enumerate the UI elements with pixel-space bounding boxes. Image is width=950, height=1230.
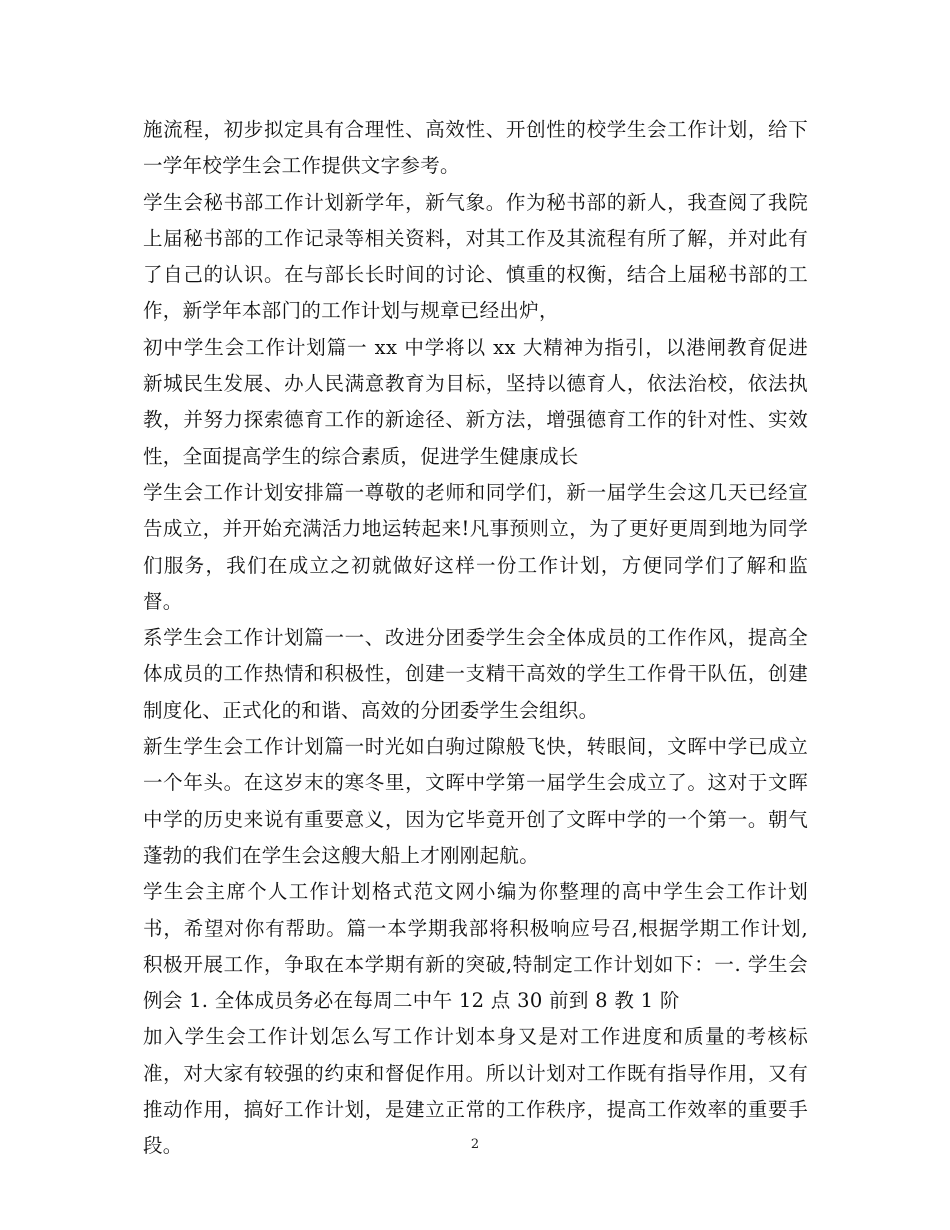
paragraph-2: 学生会秘书部工作计划新学年，新气象。作为秘书部的新人，我查阅了我院上届秘书部的工作记录等相关资料，对其工作及其流程有所了解，并对此有了自己的认识。在与部长长时间的讨论、慎重的权衡，结合上届秘书部的工作，新学年本部门的工作计划与规章已经出炉， <box>143 190 808 323</box>
paragraph-6: 新生学生会工作计划篇一时光如白驹过隙般飞快，转眼间，文晖中学已成立一个年头。在这岁末的寒冬里，文晖中学第一届学生会成立了。这对于文晖中学的历史来说有重要意义，因为它毕竟开创了文晖中学的一个第一。朝气蓬勃的我们在学生会这艘大船上才刚刚起航。 <box>143 735 808 867</box>
paragraph-4: 学生会工作计划安排篇一尊敬的老师和同学们，新一届学生会这几天已经宣告成立，并开始充满活力地运转起来!凡事预则立，为了更好更周到地为同学们服务，我们在成立之初就做好这样一份工作计划，方便同学们了解和监督。 <box>143 480 808 613</box>
paragraph-5: 系学生会工作计划篇一一、改进分团委学生会全体成员的工作作风，提高全体成员的工作热情和积极性，创建一支精干高效的学生工作骨干队伍，创建制度化、正式化的和谐、高效的分团委学生会组织。 <box>143 626 808 722</box>
paragraph-3: 初中学生会工作计划篇一 xx 中学将以 xx 大精神为指引，以港闸教育促进新城民生发展、办人民满意教育为目标，坚持以德育人，依法治校，依法执教，并努力探索德育工作的新途径、新方法，增强德育工作的针对性、实效性，全面提高学生的综合素质，促进学生健康成长 <box>143 335 808 468</box>
paragraph-8: 加入学生会工作计划怎么写工作计划本身又是对工作进度和质量的考核标准，对大家有较强的约束和督促作用。所以计划对工作既有指导作用，又有推动作用，搞好工作计划，是建立正常的工作秩序，提高工作效率的重要手段。 <box>143 1025 808 1158</box>
document-body <box>143 112 808 1165</box>
paragraph-1: 施流程，初步拟定具有合理性、高效性、开创性的校学生会工作计划，给下一学年校学生会工作提供文字参考。 <box>143 118 808 178</box>
paragraph-7: 学生会主席个人工作计划格式范文网小编为你整理的高中学生会工作计划书，希望对你有帮助。篇一本学期我部将积极响应号召,根据学期工作计划,积极开展工作，争取在本学期有新的突破,特制定工作计划如下：一. 学生会例会 1. 全体成员务必在每周二中午 12 点 30 前到 8 教 1 阶 <box>143 880 808 1013</box>
page-number: 2 <box>470 1137 480 1152</box>
